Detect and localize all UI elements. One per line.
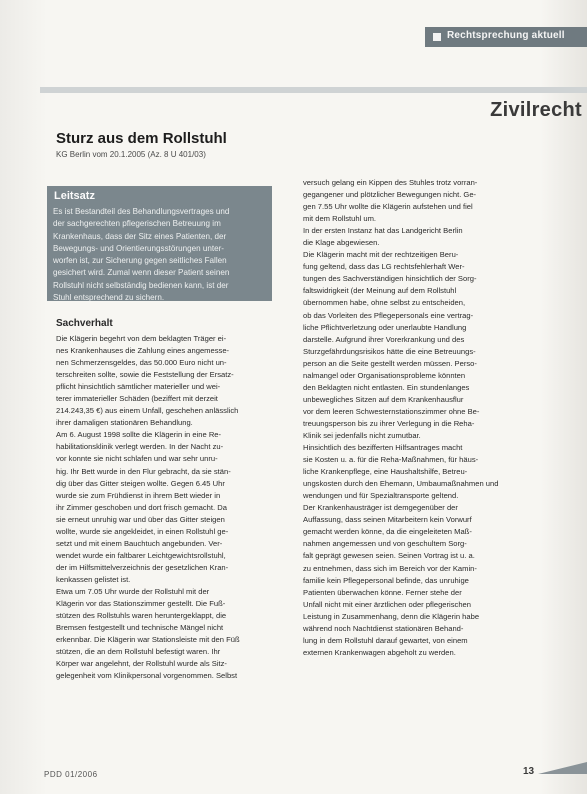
section-rule — [40, 87, 587, 93]
body-line: nen Schmerzensgeldes, das 50.000 Euro nicht un- — [56, 358, 227, 368]
article-title: Sturz aus dem Rollstuhl — [56, 130, 227, 147]
body-line: Unfall nicht mit einer ärztlichen oder pflegerischen — [303, 599, 471, 609]
body-line: unbewegliches Sitzen auf dem Krankenhausflur — [303, 394, 464, 404]
section-title: Zivilrecht — [490, 99, 582, 121]
leitsatz-box — [47, 186, 272, 301]
body-line: wollte, wurde sie angekleidet, in einen Rollstuhl ge- — [56, 526, 229, 536]
category-banner — [425, 27, 587, 47]
body-line: Leistung in Zusammenhang, denn die Klägerin habe — [303, 611, 480, 621]
body-line: wurde sie zum Frühdienst in ihrem Bett wieder in — [56, 490, 221, 500]
body-line: faltswidrigkeit (der Meinung auf dem Rollstuhl — [303, 286, 457, 296]
body-line: erkennbar. Die Klägerin war Stationsleiste mit den Füß — [56, 635, 240, 645]
body-line: übernommen habe, ohne selbst zu entscheiden, — [303, 298, 466, 308]
category-label: Rechtsprechung aktuell — [447, 30, 565, 41]
body-line: der im Hilfsmittelverzeichnis der gesetzlichen Kran- — [56, 562, 229, 572]
citation: KG Berlin vom 20.1.2005 (Az. 8 U 401/03) — [56, 150, 206, 159]
body-line: Auffassung, dass seinen Mitarbeitern kein Vorwurf — [303, 515, 472, 525]
body-line: zu entnehmen, dass sich im Bereich vor der Kamin- — [303, 563, 477, 573]
body-line: vor dem leeren Schwesternstationszimmer ohne Be- — [303, 406, 480, 416]
leitsatz-line: Krankenhaus, dass der Sitz eines Patienten, der — [53, 231, 227, 241]
body-line: mit dem Rollstuhl um. — [303, 214, 377, 224]
body-line: tungen des Sachverständigen hinsichtlich der Sorg- — [303, 274, 477, 284]
leitsatz-line: Es ist Bestandteil des Behandlungsvertrages und — [53, 207, 230, 216]
body-column-right — [303, 177, 513, 659]
body-line: gemacht werden könne, da die eingeleiteten Maß- — [303, 527, 472, 537]
body-line: treuungsperson bis zu ihrer Verlegung in die Reha- — [303, 418, 475, 428]
body-line: Sturzgefährdungsrisikos hätte die eine Betreuungs- — [303, 346, 476, 356]
body-line: In der ersten Instanz hat das Landgericht Berlin — [303, 226, 463, 236]
body-line: setzt und mit einem Bauchtuch angebunden. Ver- — [56, 538, 223, 548]
leitsatz-text — [53, 206, 267, 304]
body-line: ob das Vorleiten des Pflegepersonals eine vertrag- — [303, 310, 474, 320]
body-line: hig. Ihr Bett wurde in den Flur gebracht, da sie stän- — [56, 466, 231, 476]
body-line: Hinsichtlich des bezifferten Hilfsantrages macht — [303, 443, 463, 453]
body-line: Klägerin vor das Stationszimmer gestellt. Die Fuß- — [56, 599, 226, 609]
body-line: gelegenheit vom Klinikpersonal vorgenommen. Selbst — [56, 671, 238, 681]
body-line: liche Pflichtverletzung oder unerlaubte Handlung — [303, 322, 467, 332]
body-line: Patienten überwachen könne. Ferner stehe der — [303, 587, 462, 597]
body-line: den Beklagten nicht entlasten. Ein stundenlanges — [303, 382, 470, 392]
body-line: gen 7.55 Uhr wollte die Klägerin aufstehen und fiel — [303, 202, 473, 212]
body-line: Am 6. August 1998 sollte die Klägerin in eine Re- — [56, 430, 222, 440]
body-line: sie Kosten u. a. für die Reha-Maßnahmen, für häus- — [303, 455, 479, 465]
body-line: kenkassen gelistet ist. — [56, 574, 131, 584]
body-line: wendungen und für Spezialtransporte geltend. — [303, 491, 459, 501]
body-line: Etwa um 7.05 Uhr wurde der Rollstuhl mit der — [56, 586, 210, 596]
body-line: Körper war angelehnt, der Rollstuhl wurde als Sitz- — [56, 659, 227, 669]
body-line: die Klage abgewiesen. — [303, 238, 380, 248]
body-line: sie erneut unruhig war und über das Gitter steigen — [56, 514, 225, 524]
leitsatz-line: Stuhl entsprechend zu sichern. — [53, 293, 165, 303]
leitsatz-line: der sachgerechten pflegerischen Betreuung im — [53, 219, 221, 229]
body-line: terschreiten sollte, sowie die Feststellung der Ersatz- — [56, 370, 234, 380]
body-line: wendet wurde ein faltbarer Leichtgewichtsrollstuhl, — [56, 550, 226, 560]
leitsatz-line: Bewegungs- und Orientierungsstörungen unter- — [53, 243, 224, 253]
body-line: gegangener und plötzlicher Bewegungen nicht. Ge- — [303, 190, 477, 200]
leitsatz-line: gesichert wird. Zumal wenn dieser Patient seinen — [53, 268, 230, 278]
body-line: habilitationsklinik verlegt werden. In der Nacht zu- — [56, 442, 224, 452]
issue-label: PDD 01/2006 — [44, 770, 98, 779]
body-line: darstelle. Aufgrund ihrer Vorerkrankung und des — [303, 334, 465, 344]
body-line: Die Klägerin begehrt von dem beklagten Träger ei- — [56, 334, 227, 343]
body-line: nes Krankenhauses die Zahlung eines angemesse- — [56, 346, 230, 356]
body-line: vor konnte sie nicht schlafen und war sehr unru- — [56, 454, 218, 464]
body-line: externen Krankenwagen abgeholt zu werden. — [303, 647, 456, 657]
body-line: person an die Seite gestellt werden müssen. Perso- — [303, 358, 477, 368]
body-line: fung geltend, dass das LG rechtsfehlerhaft Wer- — [303, 262, 465, 272]
body-line: Der Krankenhausträger ist demgegenüber der — [303, 503, 458, 513]
body-line: lung in dem Rollstuhl darauf gewartet, von einem — [303, 635, 468, 645]
body-line: terer immaterieller Schäden (beziffert mit derzeit — [56, 394, 218, 404]
body-line: dig über das Gitter steigen wollte. Gegen 6.45 Uhr — [56, 478, 225, 488]
body-column-left — [56, 333, 270, 682]
body-line: liche Krankenpflege, eine Haushaltshilfe, Betreu- — [303, 467, 468, 477]
body-line: ihrer damaligen stationären Behandlung. — [56, 418, 193, 428]
body-line: nalmangel oder Organisationsprobleme könnten — [303, 370, 466, 380]
body-line: Klinik sei jedenfalls nicht zumutbar. — [303, 430, 421, 440]
body-line: falt geprägt gewesen seien. Seinen Vortrag ist u. a. — [303, 551, 475, 561]
leitsatz-line: worfen ist, zur Sicherung gegen seitliches Fallen — [53, 256, 227, 266]
square-bullet-icon — [433, 33, 441, 41]
sachverhalt-heading: Sachverhalt — [56, 318, 113, 329]
page-number: 13 — [523, 766, 535, 777]
body-line: 214.243,35 €) aus einem Unfall, geschehen anlässlich — [56, 406, 239, 416]
body-line: pflicht hinsichtlich sämtlicher materieller und wei- — [56, 382, 221, 392]
body-line: ihr Zimmer geschoben und dort frisch gemacht. Da — [56, 502, 227, 512]
body-line: ungskosten durch den Ehemann, Umbaumaßnahmen und — [303, 479, 499, 489]
body-line: stützen, die an dem Rollstuhl befestigt waren. Ihr — [56, 647, 221, 657]
body-line: Bremsen festgestellt und technische Mängel nicht — [56, 623, 224, 633]
leitsatz-line: Rollstuhl nicht selbständig bedienen kann, ist der — [53, 280, 229, 290]
body-line: versuch gelang ein Kippen des Stuhles trotz vorran- — [303, 178, 478, 187]
body-line: während noch Nachtdienst stationären Behand- — [303, 623, 464, 633]
body-line: familie kein Pflegepersonal befinde, das unruhige — [303, 575, 469, 585]
body-line: Die Klägerin macht mit der rechtzeitigen Beru- — [303, 250, 459, 260]
leitsatz-title: Leitsatz — [54, 190, 95, 202]
body-line: nahmen angemessen und von geschultem Sorg- — [303, 539, 467, 549]
body-line: stützen des Rollstuhls waren heruntergeklappt, die — [56, 611, 227, 621]
